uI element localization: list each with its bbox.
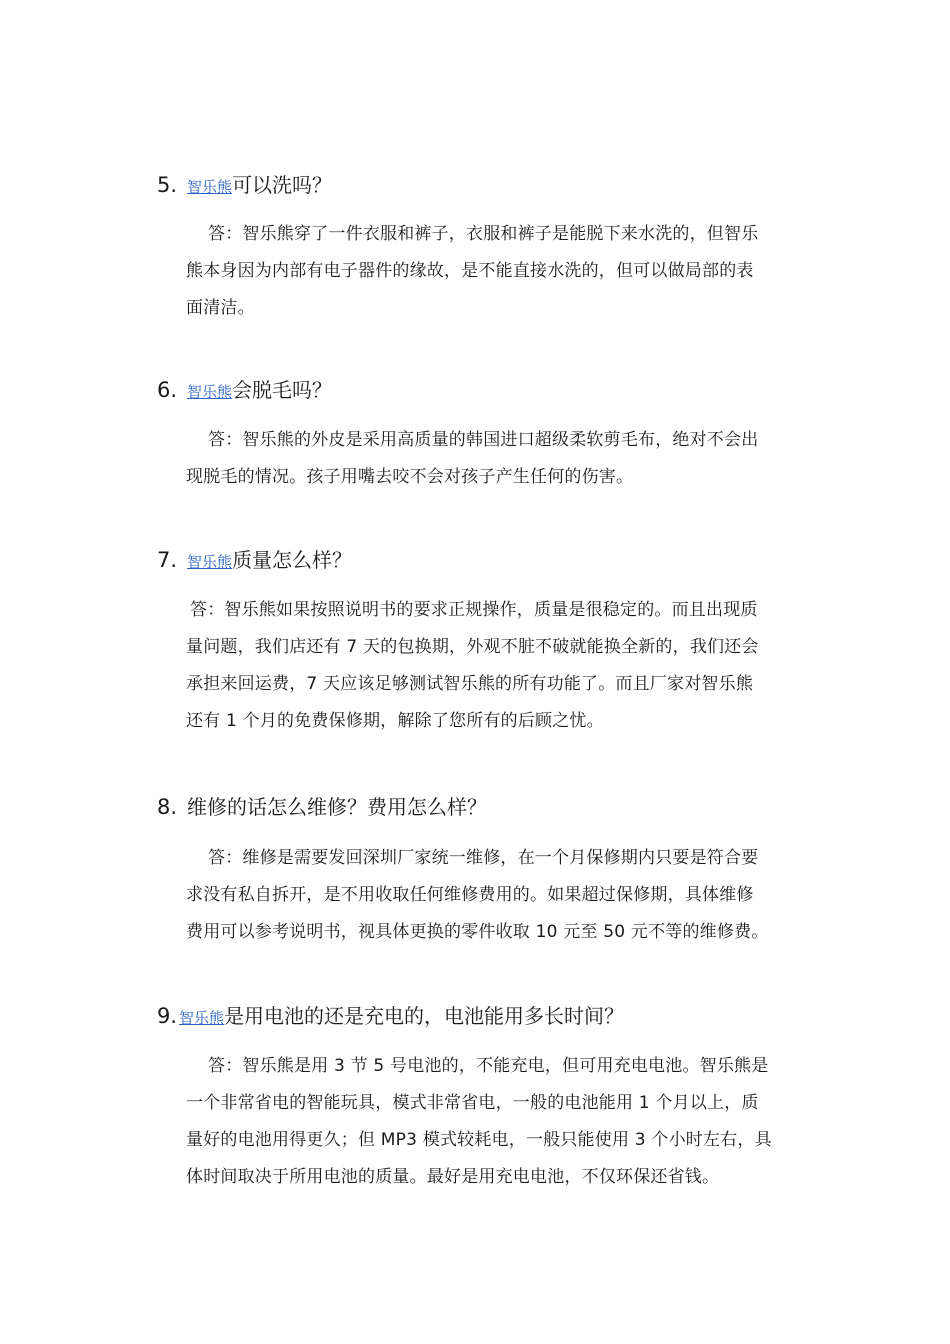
answer-line: 答：智乐熊如果按照说明书的要求正规操作，质量是很稳定的。而且出现质: [190, 600, 758, 620]
answer-line: 一个非常省电的智能玩具，模式非常省电，一般的电池能用 1 个月以上，质: [186, 1093, 759, 1113]
faq-question-6: [157, 376, 332, 406]
answer-line: 还有 1 个月的免费保修期，解除了您所有的后顾之忧。: [186, 711, 604, 731]
question-number: 9.: [157, 1004, 178, 1028]
faq-question-9: [157, 1002, 624, 1032]
answer-line: 答：智乐熊穿了一件衣服和裤子，衣服和裤子是能脱下来水洗的，但智乐: [208, 224, 759, 244]
answer-line: 量好的电池用得更久；但 MP3 模式较耗电，一般只能使用 3 个小时左右，具: [186, 1130, 772, 1150]
faq-answer-9: [186, 1048, 826, 1196]
question-text: 质量怎么样？: [232, 548, 353, 572]
product-link[interactable]: 智乐熊: [187, 553, 233, 571]
product-link[interactable]: 智乐熊: [187, 383, 233, 401]
product-link[interactable]: 智乐熊: [187, 178, 233, 196]
faq-answer-7: [186, 592, 826, 740]
question-number: 6.: [157, 378, 178, 402]
faq-answer-5: [186, 216, 826, 327]
answer-line: 答：智乐熊是用 3 节 5 号电池的，不能充电，但可用充电电池。智乐熊是: [208, 1056, 769, 1076]
answer-line: 现脱毛的情况。孩子用嘴去咬不会对孩子产生任何的伤害。: [186, 467, 634, 487]
answer-line: 熊本身因为内部有电子器件的缘故，是不能直接水洗的，但可以做局部的表: [186, 261, 754, 281]
faq-answer-8: [186, 840, 826, 951]
answer-line: 答：智乐熊的外皮是采用高质量的韩国进口超级柔软剪毛布，绝对不会出: [208, 430, 759, 450]
answer-line: 体时间取决于所用电池的质量。最好是用充电电池，不仅环保还省钱。: [186, 1167, 720, 1187]
question-text: 可以洗吗？: [232, 173, 333, 197]
question-number: 8.: [157, 795, 178, 819]
question-number: 5.: [157, 173, 178, 197]
answer-line: 费用可以参考说明书，视具体更换的零件收取 10 元至 50 元不等的维修费。: [186, 922, 769, 942]
product-link[interactable]: 智乐熊: [179, 1009, 225, 1027]
answer-line: 承担来回运费，7 天应该足够测试智乐熊的所有功能了。而且厂家对智乐熊: [186, 674, 754, 694]
question-number: 7.: [157, 548, 178, 572]
question-text: 会脱毛吗？: [232, 378, 333, 402]
faq-answer-6: [186, 422, 826, 496]
question-text: 维修的话怎么维修？费用怎么样？: [187, 795, 488, 819]
answer-line: 答：维修是需要发回深圳厂家统一维修，在一个月保修期内只要是符合要: [208, 848, 759, 868]
faq-question-7: [157, 546, 352, 576]
question-text: 是用电池的还是充电的，电池能用多长时间？: [224, 1004, 625, 1028]
faq-question-5: [157, 171, 332, 201]
faq-question-8: [157, 793, 487, 821]
answer-line: 求没有私自拆开，是不用收取任何维修费用的。如果超过保修期，具体维修: [186, 885, 754, 905]
answer-line: 量问题，我们店还有 7 天的包换期，外观不脏不破就能换全新的，我们还会: [186, 637, 759, 657]
answer-line: 面清洁。: [186, 298, 255, 318]
